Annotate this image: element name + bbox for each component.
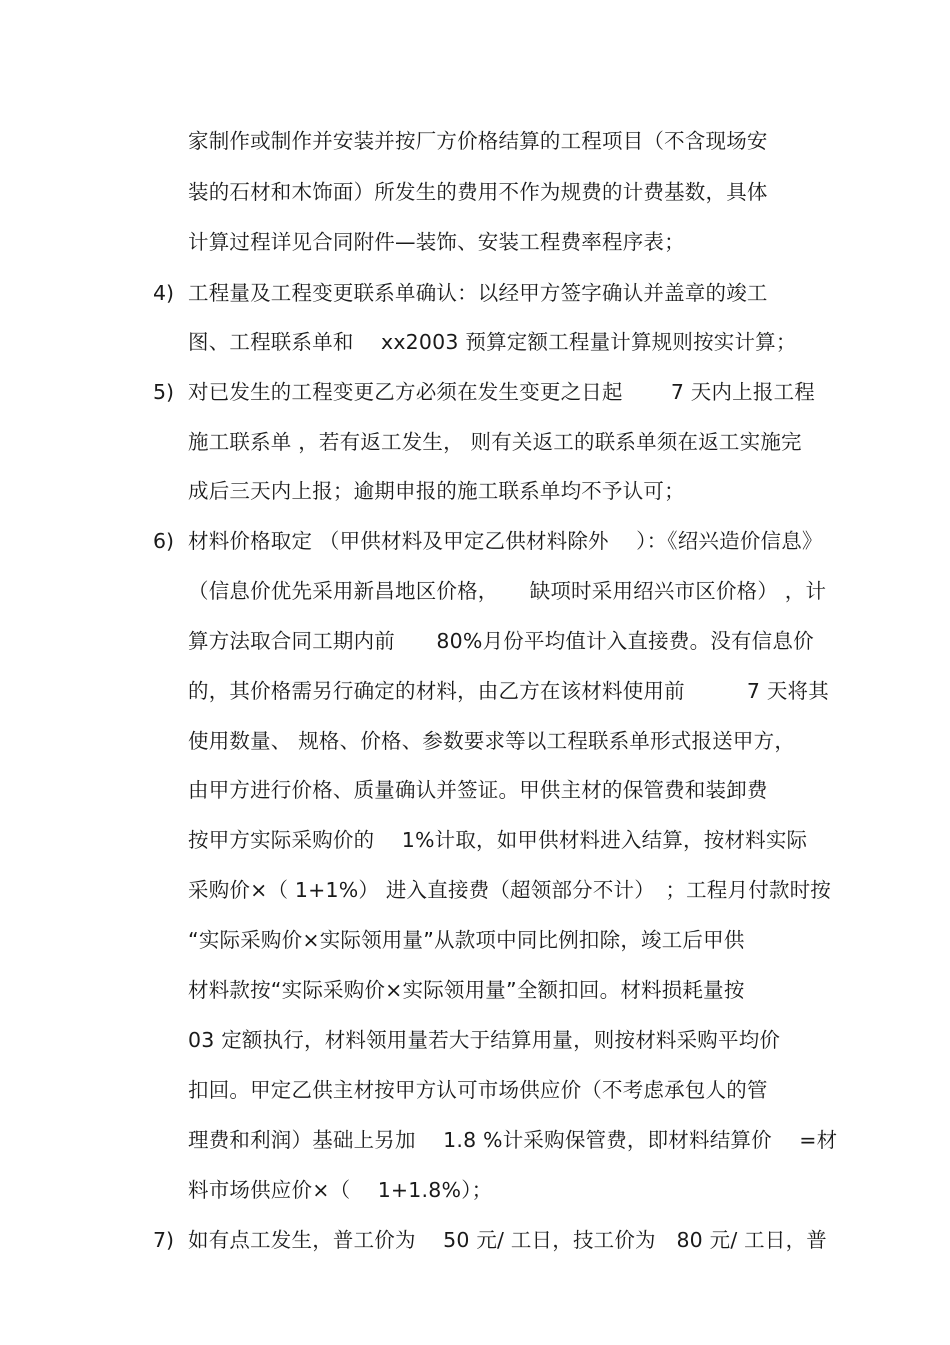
text-line: 理费和利润）基础上另加 1.8 %计采购保管费，即材料结算价 =材 bbox=[188, 1128, 838, 1152]
text-line: 03 定额执行，材料领用量若大于结算用量，则按材料采购平均价 bbox=[188, 1028, 781, 1052]
item-number-6: 6) bbox=[153, 529, 175, 553]
text-line: 如有点工发生，普工价为 50 元/ 工日，技工价为 80 元/ 工日，普 bbox=[188, 1228, 827, 1252]
item-number-4: 4) bbox=[153, 281, 175, 305]
text-line: 图、工程联系单和 xx2003 预算定额工程量计算规则按实计算； bbox=[188, 330, 797, 354]
item-number-5: 5) bbox=[153, 380, 175, 404]
text-line: 工程量及工程变更联系单确认：以经甲方签字确认并盖章的竣工 bbox=[188, 281, 768, 305]
text-line: 家制作或制作并安装并按厂方价格结算的工程项目（不含现场安 bbox=[188, 129, 768, 153]
text-line: 料市场供应价×（ 1+1.8%）； bbox=[188, 1178, 493, 1202]
text-line: 按甲方实际采购价的 1%计取，如甲供材料进入结算，按材料实际 bbox=[188, 828, 808, 852]
text-line: 使用数量、 规格、价格、参数要求等以工程联系单形式报送甲方， bbox=[188, 729, 796, 753]
text-line: 成后三天内上报；逾期申报的施工联系单均不予认可； bbox=[188, 479, 685, 503]
text-line: 的，其价格需另行确定的材料，由乙方在该材料使用前 7 天将其 bbox=[188, 679, 829, 703]
text-line: 扣回。甲定乙供主材按甲方认可市场供应价（不考虑承包人的管 bbox=[188, 1078, 768, 1102]
text-line: 材料价格取定 （甲供材料及甲定乙供材料除外 ）：《绍兴造价信息》 bbox=[188, 529, 823, 553]
text-line: “实际采购价×实际领用量”从款项中同比例扣除，竣工后甲供 bbox=[188, 928, 745, 952]
text-line: 施工联系单 ，若有返工发生， 则有关返工的联系单须在返工实施完 bbox=[188, 430, 802, 454]
text-line: 算方法取合同工期内前 80%月份平均值计入直接费。没有信息价 bbox=[188, 629, 814, 653]
text-line: 材料款按“实际采购价×实际领用量”全额扣回。材料损耗量按 bbox=[188, 978, 745, 1002]
text-line: 对已发生的工程变更乙方必须在发生变更之日起 7 天内上报工程 bbox=[188, 380, 815, 404]
text-line: 由甲方进行价格、质量确认并签证。甲供主材的保管费和装卸费 bbox=[188, 778, 768, 802]
text-line: （信息价优先采用新昌地区价格， 缺项时采用绍兴市区价格） ，计 bbox=[188, 579, 827, 603]
text-line: 计算过程详见合同附件—装饰、安装工程费率程序表； bbox=[188, 230, 685, 254]
text-line: 采购价×（ 1+1%） 进入直接费（超领部分不计） ；工程月付款时按 bbox=[188, 878, 831, 902]
item-number-7: 7) bbox=[153, 1228, 175, 1252]
text-line: 装的石材和木饰面）所发生的费用不作为规费的计费基数，具体 bbox=[188, 180, 768, 204]
